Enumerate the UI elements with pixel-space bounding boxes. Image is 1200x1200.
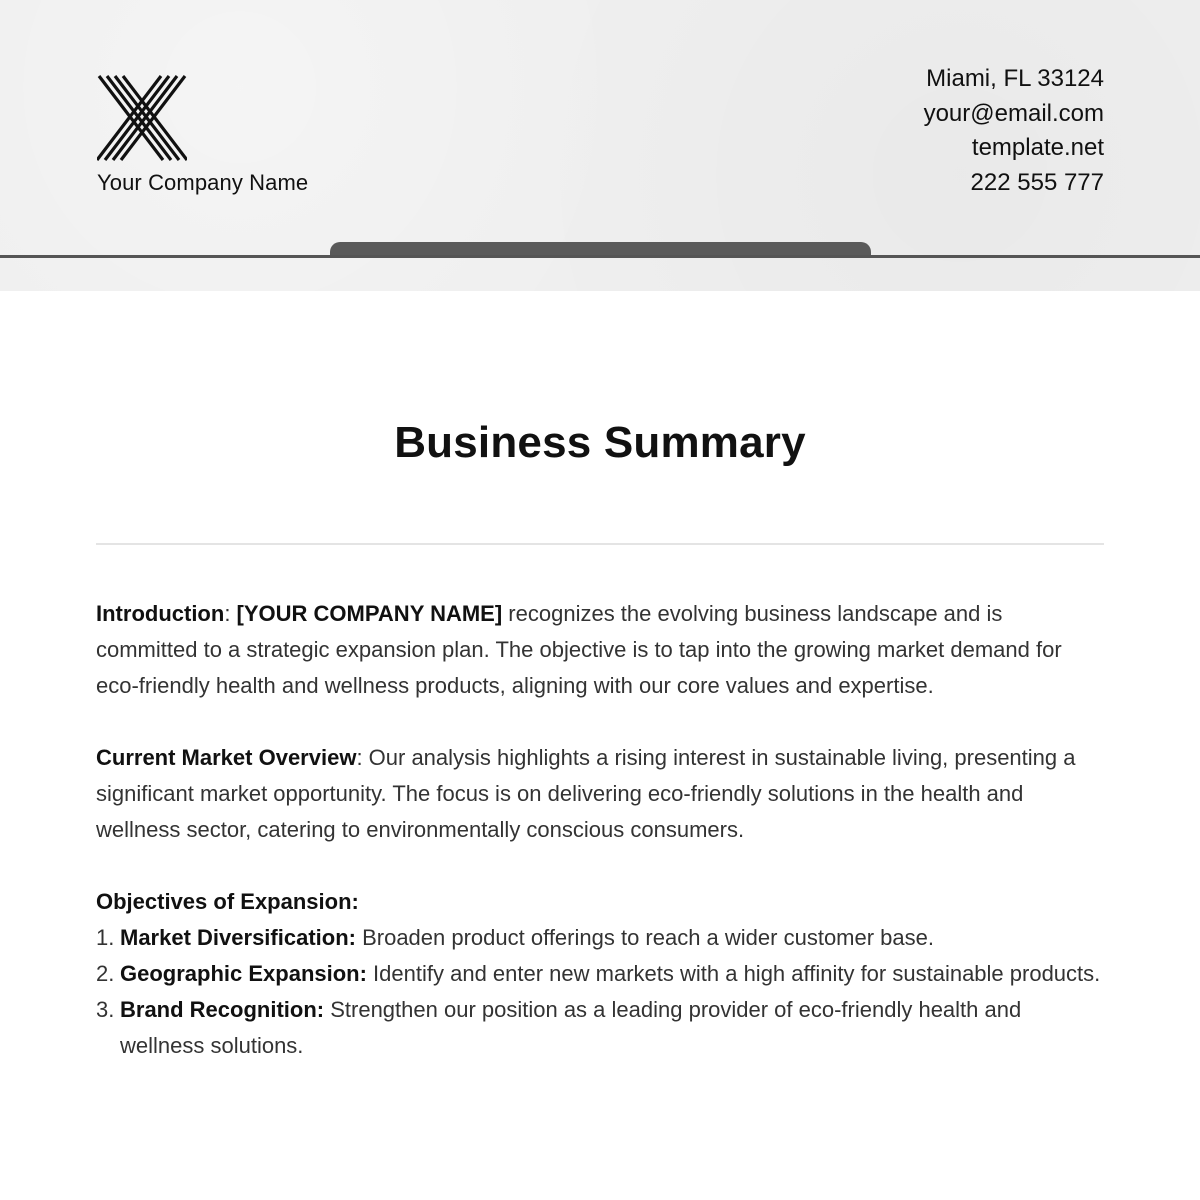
list-item-text: Broaden product offerings to reach a wider customer base. xyxy=(355,925,934,950)
list-item-text: Identify and enter new markets with a high affinity for sustainable products. xyxy=(366,961,1101,986)
title-divider xyxy=(96,543,1104,545)
list-item-label: Brand Recognition: xyxy=(120,997,325,1022)
introduction-label: Introduction xyxy=(96,601,225,626)
objectives-heading: Objectives of Expansion: xyxy=(96,889,359,914)
list-item-number: 2. xyxy=(96,961,115,986)
list-item-number: 3. xyxy=(96,997,115,1022)
objectives-list xyxy=(96,920,1106,1064)
list-item-label: Market Diversification: xyxy=(120,925,356,950)
list-item xyxy=(96,992,1106,1064)
list-item xyxy=(96,956,1106,992)
letterhead xyxy=(0,0,1200,291)
x-stripes-logo-icon xyxy=(97,74,187,162)
list-item-number: 1. xyxy=(96,925,115,950)
introduction-separator: : xyxy=(224,601,237,626)
company-placeholder: [YOUR COMPANY NAME] xyxy=(236,601,503,626)
introduction-paragraph xyxy=(96,596,1106,704)
header-divider-line xyxy=(0,255,1200,258)
contact-email: your@email.com xyxy=(923,99,1104,127)
document-title: Business Summary xyxy=(394,418,806,467)
contact-block xyxy=(924,62,1104,200)
document-body xyxy=(96,596,1106,1064)
market-overview-paragraph xyxy=(96,740,1106,848)
contact-website: template.net xyxy=(971,134,1104,161)
contact-phone: 222 555 777 xyxy=(970,168,1104,196)
company-name: Your Company Name xyxy=(97,170,309,195)
contact-address: Miami, FL 33124 xyxy=(926,65,1104,92)
market-overview-label: Current Market Overview xyxy=(96,745,357,770)
market-overview-text: : Our analysis highlights a rising interest in sustainable living, presenting a significant market opportunity. The focus is on delivering eco-friendly solutions in the health and wellness sector, catering to environmentally conscious consumers. xyxy=(96,745,1076,842)
list-item-label: Geographic Expansion: xyxy=(120,961,367,986)
list-item xyxy=(96,920,1106,956)
introduction-text: recognizes the evolving business landscape and is committed to a strategic expansion plan. The objective is to tap into the growing market demand for eco-friendly health and wellness products, aligning with our core values and expertise. xyxy=(96,601,1062,698)
list-item-text: Strengthen our position as a leading provider of eco-friendly health and wellness solutions. xyxy=(120,997,1022,1058)
